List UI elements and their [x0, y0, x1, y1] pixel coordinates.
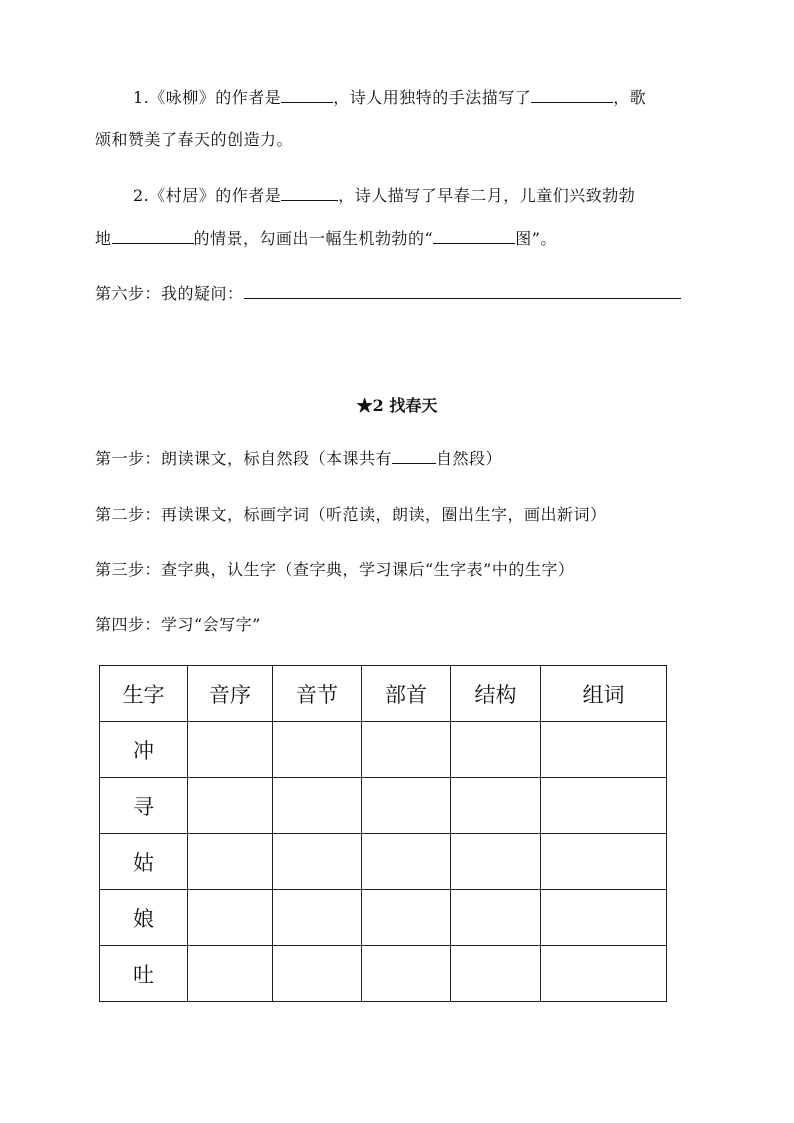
header-cell: 生字 [100, 666, 188, 722]
table-row [100, 890, 667, 946]
paragraph-count-blank[interactable] [392, 449, 436, 464]
question-1-line-1 [133, 88, 646, 108]
step-6-label: 第六步：我的疑问： [95, 284, 244, 303]
q2-blank-picture[interactable] [433, 229, 515, 244]
answer-cell[interactable] [273, 834, 362, 890]
character-cell: 娘 [100, 890, 188, 946]
character-cell: 吐 [100, 946, 188, 1002]
answer-cell[interactable] [273, 778, 362, 834]
question-1-line-2: 颂和赞美了春天的创造力。 [95, 130, 294, 149]
q1-text-3: ，歌 [613, 88, 647, 107]
table-header-row [100, 666, 667, 722]
q1-text-2: ，诗人用独特的手法描写了 [333, 88, 532, 107]
answer-cell[interactable] [188, 834, 273, 890]
answer-cell[interactable] [451, 778, 541, 834]
answer-cell[interactable] [188, 946, 273, 1002]
q2-text-4: 的情景，勾画出一幅生机勃勃的“ [193, 229, 434, 248]
step-1-text: 第一步：朗读课文，标自然段（本课共有 [95, 449, 393, 468]
question-answer-line[interactable] [244, 284, 681, 299]
header-cell: 音节 [273, 666, 362, 722]
step-6-line [95, 284, 681, 304]
table-row [100, 946, 667, 1002]
step-1-text-end: 自然段） [436, 449, 503, 468]
character-cell: 姑 [100, 834, 188, 890]
answer-cell[interactable] [451, 890, 541, 946]
answer-cell[interactable] [451, 722, 541, 778]
answer-cell[interactable] [273, 722, 362, 778]
q1-blank-technique[interactable] [531, 88, 613, 103]
q2-text-1: 2.《村居》的作者是 [133, 186, 282, 205]
header-cell: 音序 [188, 666, 273, 722]
q1-text-1: 1.《咏柳》的作者是 [133, 88, 282, 107]
lesson-title: ★2 找春天 [356, 396, 438, 415]
table-row [100, 778, 667, 834]
header-cell: 组词 [541, 666, 667, 722]
answer-cell[interactable] [541, 722, 667, 778]
question-2-line-1 [133, 186, 635, 206]
answer-cell[interactable] [188, 890, 273, 946]
step-2-line: 第二步：再读课文，标画字词（听范读，朗读，圈出生字，画出新词） [95, 505, 607, 524]
answer-cell[interactable] [273, 946, 362, 1002]
answer-cell[interactable] [362, 834, 451, 890]
header-cell: 部首 [362, 666, 451, 722]
answer-cell[interactable] [451, 946, 541, 1002]
step-3-line: 第三步：查字典，认生字（查字典，学习课后“生字表”中的生字） [95, 560, 575, 579]
character-cell: 冲 [100, 722, 188, 778]
answer-cell[interactable] [541, 946, 667, 1002]
answer-cell[interactable] [362, 722, 451, 778]
step-1-line [95, 449, 502, 469]
table-row [100, 834, 667, 890]
answer-cell[interactable] [451, 834, 541, 890]
q2-text-2: ，诗人描写了早春二月，儿童们兴致勃勃 [338, 186, 636, 205]
answer-cell[interactable] [362, 946, 451, 1002]
answer-cell[interactable] [541, 890, 667, 946]
q2-blank-author[interactable] [281, 186, 338, 201]
table-row [100, 722, 667, 778]
question-2-line-2 [95, 229, 557, 249]
header-cell: 结构 [451, 666, 541, 722]
step-4-line: 第四步：学习“会写字” [95, 615, 261, 634]
answer-cell[interactable] [188, 722, 273, 778]
answer-cell[interactable] [362, 890, 451, 946]
character-cell: 寻 [100, 778, 188, 834]
answer-cell[interactable] [273, 890, 362, 946]
q1-blank-author[interactable] [281, 88, 333, 103]
q2-text-3: 地 [95, 229, 112, 248]
q2-text-5: 图”。 [515, 229, 557, 248]
answer-cell[interactable] [362, 778, 451, 834]
character-table [99, 665, 667, 1002]
answer-cell[interactable] [541, 778, 667, 834]
q2-blank-scene[interactable] [112, 229, 194, 244]
answer-cell[interactable] [541, 834, 667, 890]
answer-cell[interactable] [188, 778, 273, 834]
